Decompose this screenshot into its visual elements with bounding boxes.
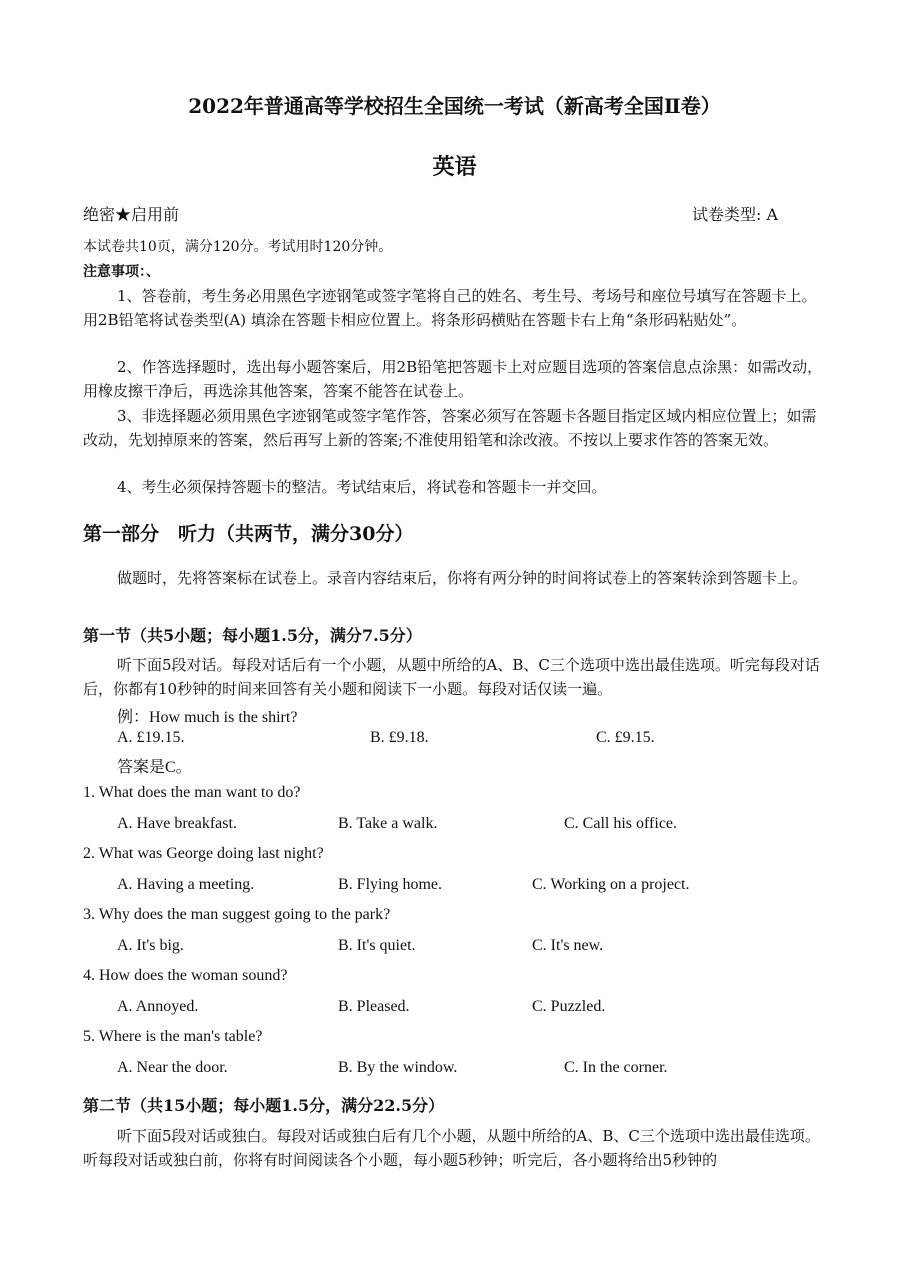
q5-option-c: C. In the corner.	[564, 1059, 668, 1076]
part1-instruction: 做题时，先将答案标在试卷上。录音内容结束后，你将有两分钟的时间将试卷上的答案转涂到答题卡上。	[117, 569, 808, 587]
q2-option-a: A. Having a meeting.	[117, 876, 255, 893]
note-2: 2、作答选择题时，选出每小题答案后，用2B铅笔把答题卡上对应题目选项的答案信息点涂黑：如需改动，用橡皮擦干净后，再选涂其他答案，答案不能答在试卷上。	[83, 358, 823, 400]
q3-option-b: B. It's quiet.	[338, 937, 416, 954]
example-option-c: C. £9.15.	[596, 729, 655, 746]
q2-option-b: B. Flying home.	[338, 876, 443, 893]
paper-type-label: 试卷类型: A	[692, 205, 779, 224]
q4-option-a: A. Annoyed.	[117, 998, 199, 1015]
question-3: 3. Why does the man suggest going to the park?	[83, 906, 391, 923]
section2-instruction: 听下面5段对话或独白。每段对话或独白后有几个小题，从题中所给的A、B、C三个选项中选出最佳选项。听每段对话或独白前，你将有时间阅读各个小题，每小题5秒钟；听完后，各小题将给出5秒钟的	[83, 1127, 820, 1169]
q1-option-b: B. Take a walk.	[338, 815, 438, 832]
part1-heading: 第一部分 听力（共两节，满分30分）	[83, 523, 414, 545]
secret-label: 绝密★启用前	[83, 205, 180, 224]
q1-option-c: C. Call his office.	[564, 815, 678, 832]
note-1: 1、答卷前，考生务必用黑色字迹钢笔或签字笔将自己的姓名、考生号、考场号和座位号填写在答题卡上。用2B铅笔将试卷类型(A) 填涂在答题卡相应位置上。将条形码横贴在答题卡右上角“条形码粘贴处”。	[83, 287, 817, 329]
q5-option-a: A. Near the door.	[117, 1059, 228, 1076]
example-question: 例：How much is the shirt?	[117, 709, 298, 726]
q2-option-c: C. Working on a project.	[532, 876, 690, 893]
section1-heading: 第一节（共5小题；每小题1.5分，满分7.5分）	[83, 626, 422, 645]
question-4: 4. How does the woman sound?	[83, 967, 288, 984]
q3-option-a: A. It's big.	[117, 937, 184, 954]
subject-title: 英语	[432, 154, 477, 180]
note-3: 3、非选择题必须用黑色字迹钢笔或签字笔作答，答案必须写在答题卡各题目指定区域内相应位置上；如需改动，先划掉原来的答案，然后再写上新的答案;不准使用铅笔和涂改液。不按以上要求作答的答案无效。	[83, 407, 817, 449]
section2-heading: 第二节（共15小题；每小题1.5分，满分22.5分）	[83, 1096, 445, 1115]
q3-option-c: C. It's new.	[532, 937, 604, 954]
exam-summary: 本试卷共10页，满分120分。考试用时120分钟。	[83, 239, 393, 255]
notice-title: 注意事项：、	[83, 264, 160, 280]
q1-option-a: A. Have breakfast.	[117, 815, 237, 832]
question-5: 5. Where is the man's table?	[83, 1028, 263, 1045]
example-option-b: B. £9.18.	[370, 729, 429, 746]
q4-option-b: B. Pleased.	[338, 998, 410, 1015]
example-option-a: A. £19.15.	[117, 729, 185, 746]
note-4: 4、考生必须保持答题卡的整洁。考试结束后，将试卷和答题卡一并交回。	[117, 478, 607, 496]
exam-title: 2022年普通高等学校招生全国统一考试（新高考全国Ⅱ卷）	[188, 94, 721, 118]
example-answer: 答案是C。	[117, 759, 192, 776]
section1-instruction: 听下面5段对话。每段对话后有一个小题，从题中所给的A、B、C三个选项中选出最佳选项。听完每段对话后，你都有10秒钟的时间来回答有关小题和阅读下一小题。每段对话仅读一遍。	[83, 656, 820, 698]
q5-option-b: B. By the window.	[338, 1059, 458, 1076]
question-2: 2. What was George doing last night?	[83, 845, 324, 862]
question-1: 1. What does the man want to do?	[83, 784, 301, 801]
q4-option-c: C. Puzzled.	[532, 998, 606, 1015]
